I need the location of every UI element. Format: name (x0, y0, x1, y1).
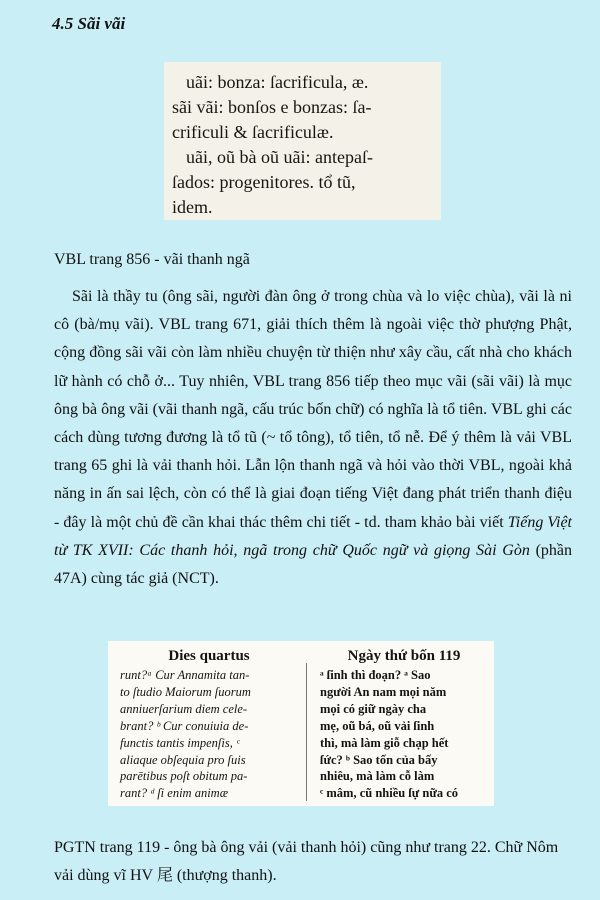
dict-line-3: crificuli & ſacrificulæ. (172, 122, 334, 142)
dict-line-2: sãi vãi: bonſos e bonzas: ſa- (172, 97, 372, 117)
dictionary-caption: VBL trang 856 - vãi thanh ngã (54, 251, 250, 268)
vietnamese-line: mọi có giữ ngày cha (320, 701, 427, 716)
book-excerpt-image (108, 641, 494, 806)
caption-text-after: (thượng thanh). (172, 867, 277, 884)
vietnamese-line: ᵃ ſinh thì đoạn? ᵃ Sao (320, 668, 431, 682)
latin-line: aliaque obſequia pro ſuis (120, 752, 246, 767)
vietnamese-line: người An nam mọi năm (320, 684, 447, 699)
vietnamese-column (320, 647, 488, 802)
latin-line: functis tantis impenſis, ᶜ (120, 735, 240, 750)
dictionary-excerpt-image (164, 62, 441, 220)
dict-line-6: idem. (172, 197, 213, 217)
latin-line: brant? ᵇ Cur conuiuia de- (120, 718, 249, 733)
vietnamese-column-title: Ngày thứ bốn 119 (347, 648, 461, 664)
book-caption (54, 834, 578, 890)
latin-line: parētibus poſt obitum pa- (120, 769, 248, 784)
dict-line-5: ſados: progenitores. tổ tũ, (172, 172, 356, 192)
vietnamese-line: mẹ, oũ bá, oũ vải ſinh (320, 718, 435, 733)
latin-line: runt?ᵃ Cur Annamita tan- (120, 668, 250, 682)
article-title-link: Tiếng Việt từ TK XVII: Các thanh hỏi, ngã trong chữ Quốc ngữ và giọng Sài Gòn (54, 513, 572, 559)
dict-line-4: uãi, oũ bà oũ uãi: antepaſ- (186, 147, 373, 167)
latin-line: rant? ᵈ ſi enim animæ (120, 786, 229, 801)
body-paragraph (54, 283, 572, 593)
dict-line-1: uãi: bonza: ſacrificula, æ. (186, 72, 369, 92)
vietnamese-line: ᶜ mâm, cũ nhiều ſự nữa có (320, 786, 459, 801)
caption-text-before: PGTN trang 119 - ông bà ông vải (vải thanh hỏi) cũng như trang 22. Chữ Nôm vải dùng vĩ HV (54, 839, 559, 884)
latin-column (120, 647, 298, 802)
han-character: 尾 (156, 867, 173, 884)
vietnamese-line: thì, mà làm giỗ chạp hết (320, 735, 449, 750)
latin-line: to ſtudio Maiorum ſuorum (120, 684, 251, 699)
paragraph-text-before: Sãi là thầy tu (ông sãi, người đàn ông ở trong chùa và lo việc chùa), vãi là ni cô (bà/mụ vãi). VBL trang 671, giải thích thêm là ngoài việc thờ phượng Phật, cộng đồng sãi vãi còn làm nhiều chuyện từ thiện như xây cầu, cất nhà cho khách lữ hành có chỗ ở... Tuy nhiên, VBL trang 856 tiếp theo mục vãi (sãi vãi) là mục ông bà ông vãi (vãi thanh ngã, cấu trúc bốn chữ) có nghĩa là tổ tiên. VBL ghi các cách dùng tương đương là tổ tũ (~ tổ tông), tổ tiên, tổ nễ. Để ý thêm là vải VBL trang 65 ghi là vải thanh hỏi. Lẫn lộn thanh ngã và hỏi vào thời VBL, ngoài khả năng in ấn sai lệch, còn có thể là giai đoạn tiếng Việt đang phát triển thanh điệu - đây là một chủ đề cần khai thác thêm chi tiết - td. tham khảo bài viết (54, 288, 572, 531)
latin-line: anniuerſarium diem cele- (120, 701, 248, 716)
section-heading: 4.5 Sãi vãi (52, 14, 126, 33)
vietnamese-line: nhiêu, mà làm cỗ làm (320, 769, 435, 784)
paragraph-text-after: (phần 47A) cùng tác giả (NCT). (54, 541, 572, 588)
column-divider (306, 663, 307, 801)
latin-column-title: Dies quartus (168, 648, 250, 664)
vietnamese-line: ſức? ᵇ Sao tốn của bấy (320, 752, 438, 767)
